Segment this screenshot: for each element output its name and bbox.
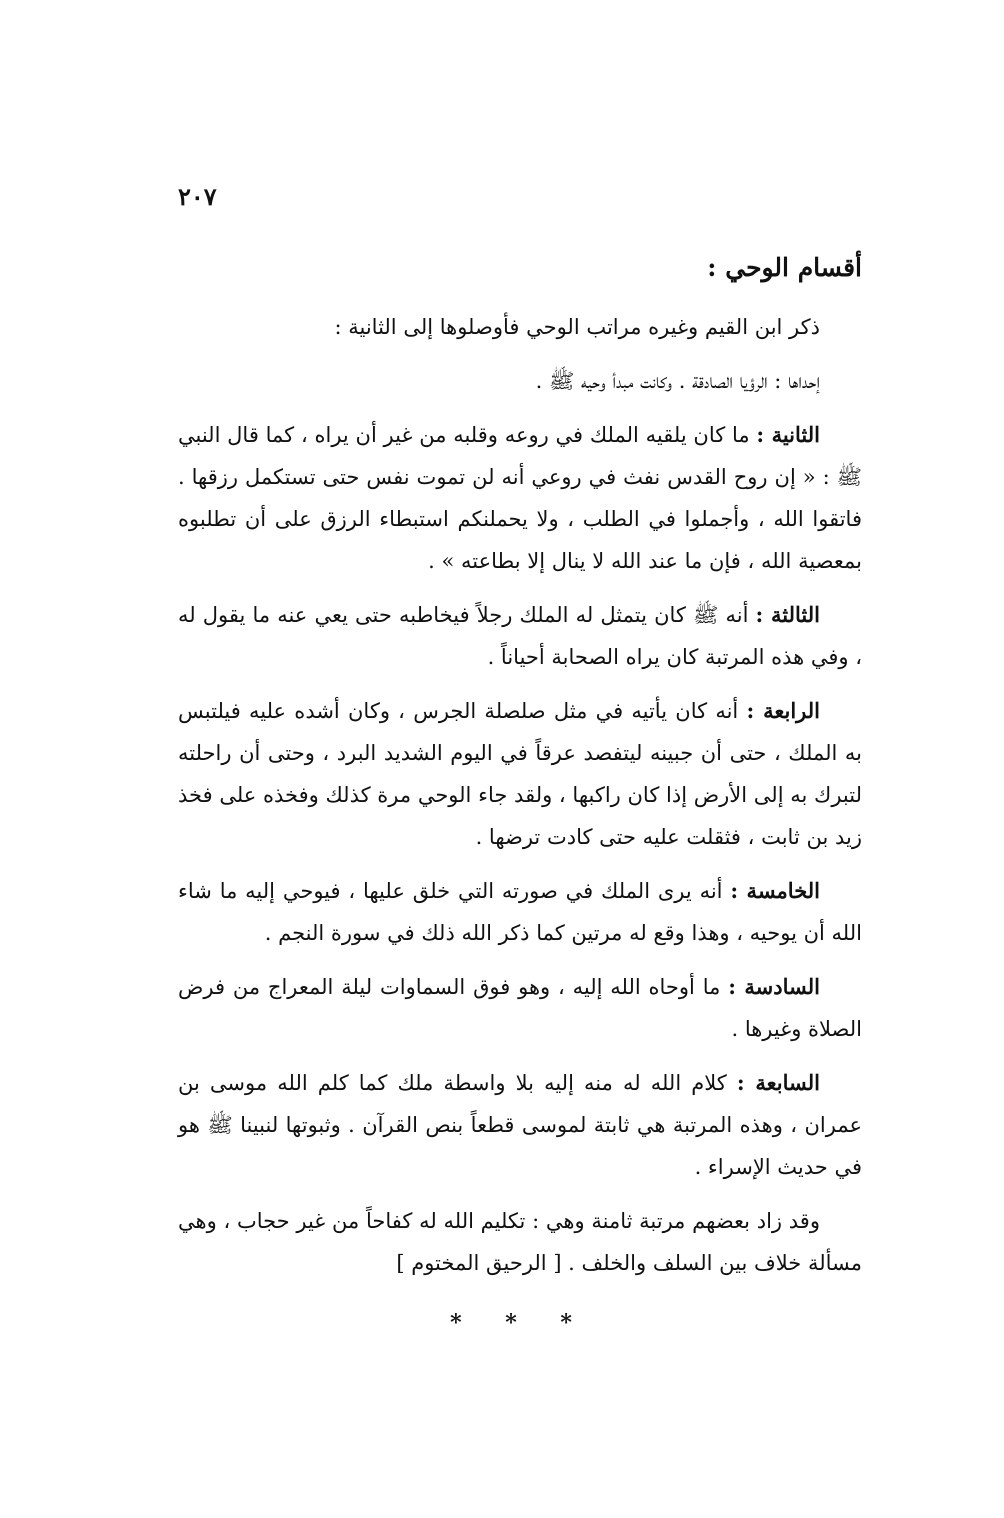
intro-paragraph: ذكر ابن القيم وغيره مراتب الوحي فأوصلوها إلى الثانية : xyxy=(334,315,820,339)
page-number: ٢٠٧ xyxy=(178,182,217,211)
rank-seventh-paragraph xyxy=(178,1062,862,1188)
rank-seventh-text: كلام الله له منه إليه بلا واسطة ملك كما كلم الله موسى بن عمران ، وهذه المرتبة هي ثابتة لموسى قطعاً بنص القرآن . وثبوتها لنبينا ﷺ هو في حديث الإسراء . xyxy=(178,1071,862,1179)
rank-fifth-paragraph xyxy=(178,870,862,954)
rank-fifth-text: أنه يرى الملك في صورته التي خلق عليها ، فيوحي إليه ما شاء الله أن يوحيه ، وهذا وقع له مرتين كما ذكر الله ذلك في سورة النجم . xyxy=(178,879,862,945)
rank-sixth-text: ما أوحاه الله إليه ، وهو فوق السماوات ليلة المعراج من فرض الصلاة وغيرها . xyxy=(178,975,862,1041)
rank-fourth-text: أنه كان يأتيه في مثل صلصلة الجرس ، وكان أشده عليه فيلتبس به الملك ، حتى أن جبينه ليتفصد عرقاً في اليوم الشديد البرد ، وحتى أن راحلته لتبرك به إلى الأرض إذا كان راكبها ، ولقد جاء الوحي مرة كذلك وفخذه على فخذ زيد بن ثابت ، فثقلت عليه حتى كادت ترضها . xyxy=(178,699,862,849)
rank-second-paragraph xyxy=(178,414,862,582)
rank-third-paragraph xyxy=(178,594,862,678)
rank-fourth-paragraph xyxy=(178,690,862,858)
rank-third-text: أنه ﷺ كان يتمثل له الملك رجلاً فيخاطبه حتى يعي عنه ما يقول له ، وفي هذه المرتبة كان يراه الصحابة أحياناً . xyxy=(178,603,862,669)
rank-third-lead: الثالثة : xyxy=(755,602,820,627)
section-heading: أقسام الوحي : xyxy=(707,253,862,282)
rank-fifth-lead: الخامسة : xyxy=(730,878,820,903)
rank-second-lead: الثانية : xyxy=(756,422,820,447)
closing-paragraph: وقد زاد بعضهم مرتبة ثامنة وهي : تكليم الله له كفاحاً من غير حجاب ، وهي مسألة خلاف بين السلف والخلف . [ الرحيق المختوم ] xyxy=(178,1209,862,1275)
rank-fourth-lead: الرابعة : xyxy=(746,698,820,723)
rank-second-text: ما كان يلقيه الملك في روعه وقلبه من غير أن يراه ، كما قال النبي ﷺ : « إن روح القدس نفث في روعي أنه لن تموت نفس حتى تستكمل رزقها . فاتقوا الله ، وأجملوا في الطلب ، ولا يحملنكم استبطاء الرزق على أن تطلبوه بمعصية الله ، فإن ما عند الله لا ينال إلا بطاعته » . xyxy=(178,423,862,573)
rank-first-paragraph: إحداها : الرؤيا الصادقة . وكانت مبدأ وحيه ﷺ . xyxy=(535,369,820,393)
page-content xyxy=(178,248,862,1344)
rank-seventh-lead: السابعة : xyxy=(736,1070,820,1095)
section-separator: * * * xyxy=(450,1310,590,1336)
rank-sixth-lead: السادسة : xyxy=(728,974,820,999)
rank-sixth-paragraph xyxy=(178,966,862,1050)
